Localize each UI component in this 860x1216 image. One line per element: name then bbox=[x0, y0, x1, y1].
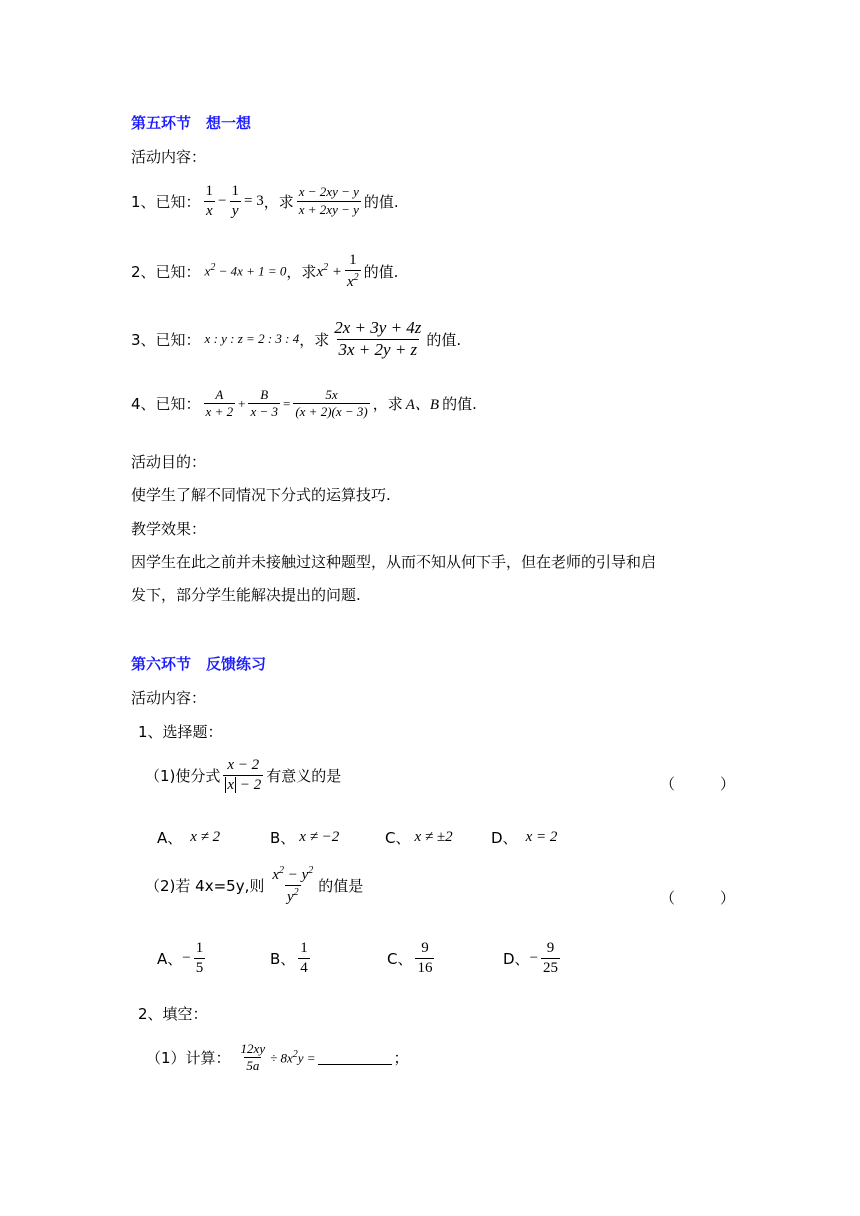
fraction-9-16: $\frac{9}{16}$ bbox=[417, 940, 433, 976]
answer-blank[interactable] bbox=[318, 1050, 392, 1065]
choice-question-2-suffix: 的值是 bbox=[318, 876, 364, 895]
option-c-1: C、 x ≠ ±2 bbox=[385, 829, 453, 847]
option-b-1: B、 x ≠ −2 bbox=[270, 829, 340, 847]
problem-1-ask: ，求 bbox=[263, 192, 294, 211]
fraction-neg-9-25: $\frac{9}{25}$ bbox=[543, 940, 559, 976]
fraction-1-4: $\frac{1}{4}$ bbox=[300, 940, 308, 976]
choice-question-1-prefix: （1)使分式 bbox=[145, 766, 221, 785]
option-b-label-2: B、 bbox=[270, 949, 296, 968]
problem-2-ask: ，求 bbox=[286, 262, 317, 281]
problem-3 bbox=[131, 319, 461, 359]
problem-2 bbox=[131, 252, 398, 290]
problem-2-index: 2、已知： bbox=[131, 262, 201, 281]
option-b-2 bbox=[270, 940, 313, 976]
problem-4-vars: A、B bbox=[405, 397, 440, 414]
expression-2: $x^2$ + bbox=[316, 261, 342, 280]
fraction-1-over-x: $\frac{1}{x}$ bbox=[205, 183, 214, 219]
option-d-label: D、 bbox=[491, 829, 518, 847]
fraction-q2: $\frac{x^2 - y^2}{y^2}$ bbox=[272, 865, 314, 905]
fill-blank-question-1-prefix: （1）计算： bbox=[146, 1049, 231, 1068]
equation-2: $x^2 - 4x + 1 = 0$ bbox=[204, 262, 287, 279]
problem-4-index: 4、已知： bbox=[131, 395, 201, 414]
choice-question-1 bbox=[145, 757, 341, 793]
choice-question-1-suffix: 有意义的是 bbox=[266, 766, 342, 785]
activity-goal-label: 活动目的： bbox=[131, 453, 207, 471]
choice-questions-label: 1、选择题： bbox=[138, 723, 223, 741]
option-c-label: C、 bbox=[385, 829, 411, 847]
teaching-effect-line1: 因学生在此之前并未接触过这种题型，从而不知从何下手，但在老师的引导和启 bbox=[131, 553, 657, 571]
problem-2-tail: 的值. bbox=[363, 262, 399, 281]
activity-content-label: 活动内容： bbox=[131, 148, 207, 166]
section6-heading: 第六环节 反馈练习 bbox=[131, 655, 267, 673]
teaching-effect-line2: 发下，部分学生能解决提出的问题. bbox=[131, 586, 361, 604]
option-d-label-2: D、 bbox=[503, 949, 530, 968]
problem-4: 4、已知： $\frac{A}{x + 2}$ + $\frac{B}{x - 3}$ = $\frac{5x}{(x + 2)(x - 3)}$ ，求 A、B 的值. bbox=[131, 387, 477, 420]
fraction-expression-1: $\frac{x - 2xy - y}{x + 2xy - y}$ bbox=[298, 184, 359, 217]
activity-goal-text: 使学生了解不同情况下分式的运算技巧. bbox=[131, 486, 391, 504]
problem-3-ask: ，求 bbox=[299, 330, 330, 349]
option-a-2: A、 − $\frac{1}{5}$ bbox=[157, 940, 204, 976]
fraction-12xy-5a: $\frac{12xy}{5a}$ bbox=[240, 1041, 266, 1074]
option-a-label: A、 bbox=[157, 829, 183, 847]
fill-blank-question-1: （1）计算： $\frac{12xy}{5a}$ ÷ $8x^2y$ = ； bbox=[146, 1041, 409, 1074]
option-d-2: D、 − $\frac{9}{25}$ bbox=[503, 940, 559, 976]
fraction-5x: $\frac{5x}{(x + 2)(x - 3)}$ bbox=[295, 387, 368, 420]
fraction-1-over-y: $\frac{1}{y}$ bbox=[231, 183, 240, 219]
fraction-neg-1-5: $\frac{1}{5}$ bbox=[195, 940, 204, 976]
fraction-B: $\frac{B}{x - 3}$ bbox=[250, 387, 278, 420]
answer-paren-2: （ ） bbox=[660, 889, 736, 907]
option-a-label-2: A、 bbox=[157, 949, 183, 968]
problem-3-tail: 的值. bbox=[426, 330, 462, 349]
fraction-q1: $\frac{x - 2}{x - 2}$ bbox=[223, 757, 263, 793]
teaching-effect-label: 教学效果： bbox=[131, 520, 207, 538]
fraction-expression-3: $\frac{2x + 3y + 4z}{3x + 2y + z}$ bbox=[334, 318, 422, 359]
fill-blank-end: ； bbox=[393, 1049, 409, 1068]
option-c-2 bbox=[387, 940, 437, 976]
section5-heading: 第五环节 想一想 bbox=[131, 114, 252, 132]
ratio-3: x : y : z = 2 : 3 : 4 bbox=[204, 331, 300, 347]
problem-3-index: 3、已知： bbox=[131, 330, 201, 349]
problem-4-ask: ，求 bbox=[372, 395, 403, 414]
problem-1-index: 1、已知： bbox=[131, 192, 201, 211]
answer-paren-1: （ ） bbox=[660, 775, 736, 793]
fill-blank-label: 2、填空： bbox=[138, 1005, 208, 1023]
option-c-label-2: C、 bbox=[387, 949, 413, 968]
activity-content-label-2: 活动内容： bbox=[131, 689, 207, 707]
fraction-A: $\frac{A}{x + 2}$ bbox=[205, 387, 234, 420]
choice-question-2-prefix: （2)若 4x=5y,则 bbox=[145, 876, 265, 895]
problem-1-tail: 的值. bbox=[363, 192, 399, 211]
option-a-1: A、 x ≠ 2 bbox=[157, 829, 221, 847]
option-d-1: D、 x = 2 bbox=[491, 829, 558, 847]
problem-4-tail: 的值. bbox=[442, 395, 477, 414]
fraction-1-over-x2: $\frac{1}{x^2}$ bbox=[346, 252, 359, 290]
option-b-label: B、 bbox=[270, 829, 296, 847]
choice-question-2 bbox=[145, 865, 363, 905]
problem-1: 1、已知： $\frac{1}{x}$ − $\frac{1}{y}$ = 3 ，求 $\frac{x - 2xy - y}{x + 2xy - y}$ 的值. bbox=[131, 183, 399, 219]
